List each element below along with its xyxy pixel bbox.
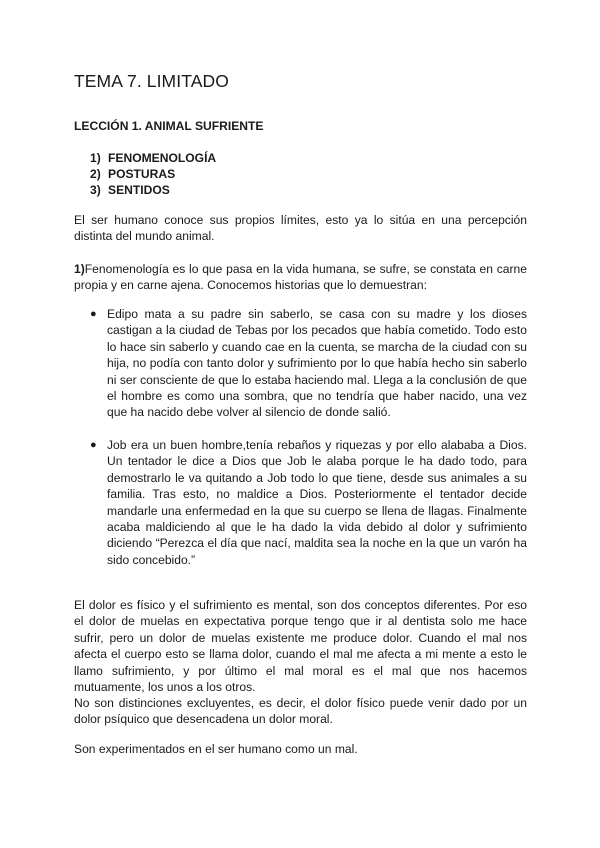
topic-label: FENOMENOLOGÍA: [108, 151, 217, 165]
topic-label: POSTURAS: [108, 167, 176, 182]
story-list-edipo: [90, 306, 527, 421]
fenomenologia-text: Fenomenología es lo que pasa en la vida humana, se sufre, se constata en carne propia y en carne ajena. Conocemos historias que lo demuestran:: [74, 262, 527, 293]
topic-number: 2): [90, 167, 101, 182]
edipo-text: Edipo mata a su padre sin saberlo, se casa con su madre y los dioses castigan a la ciudad de Tebas por los pecados que había cometido. Todo esto lo hace sin saberlo y cuando cae en la cuenta, se marcha de la ciudad con su hija, no podía con tanto dolor y sufrimiento por lo que había hecho sin saberlo ni ser consciente de que lo estaba haciendo mal. Llega a la conclusión de que el hombre es como una sombra, que no tendría que haber nacido, una vez que ha nacido debe volver al silencio de donde salió.: [107, 307, 527, 420]
topic-list: [90, 150, 216, 199]
closing-paragraph: Son experimentados en el ser humano como un mal.: [74, 742, 358, 756]
intro-paragraph: El ser humano conoce sus propios límites, esto ya lo sitúa en una percepción distinta del mundo animal.: [74, 213, 527, 244]
topic-item: [90, 166, 216, 182]
bullet-icon: ●: [90, 439, 97, 451]
list-item: [90, 306, 527, 421]
topic-number: 3): [90, 183, 101, 198]
topic-label: SENTIDOS: [108, 183, 170, 198]
page-title: TEMA 7. LIMITADO: [74, 71, 229, 91]
topic-number: 1): [90, 151, 101, 165]
dolor-paragraph: El dolor es físico y el sufrimiento es mental, son dos conceptos diferentes. Por eso el dolor de muelas en expectativa porque tengo que ir al dentista solo me hace sufrir, pero un dolor de muelas existente me produce dolor. Cuando el mal nos afecta el cuerpo esto se llama dolor, cuando el mal me afecta a mi mente a esto le llamo sufrimiento, y por último el mal moral es el mal que nos hacemos mutuamente, los unos a los otros.: [74, 598, 527, 695]
topic-item: [90, 150, 216, 166]
topic-item: [90, 182, 216, 198]
fenomenologia-paragraph: [74, 261, 527, 294]
list-item: [90, 437, 527, 568]
story-list-job: [90, 437, 527, 568]
bullet-icon: ●: [90, 308, 97, 320]
section-marker: 1): [74, 262, 85, 276]
distinciones-paragraph: No son distinciones excluyentes, es decir, el dolor físico puede venir dado por un dolor psíquico que desencadena un dolor moral.: [74, 696, 527, 727]
job-text: Job era un buen hombre,tenía rebaños y riquezas y por ello alababa a Dios. Un tentador le dice a Dios que Job le alaba porque le ha dado todo, para demostrarlo le va quitando a Job todo lo que tiene, desde sus animales a su familia. Tras esto, no maldice a Dios. Posteriormente el tentador decide mandarle una enfermedad en la que su cuerpo se llena de llagas. Finalmente acaba maldiciendo al que le ha dado la vida debido al dolor y sufrimiento diciendo “Perezca el día que nací, maldita sea la noche en la que un varón ha sido concebido.”: [107, 438, 527, 567]
lesson-heading: LECCIÓN 1. ANIMAL SUFRIENTE: [74, 119, 264, 133]
